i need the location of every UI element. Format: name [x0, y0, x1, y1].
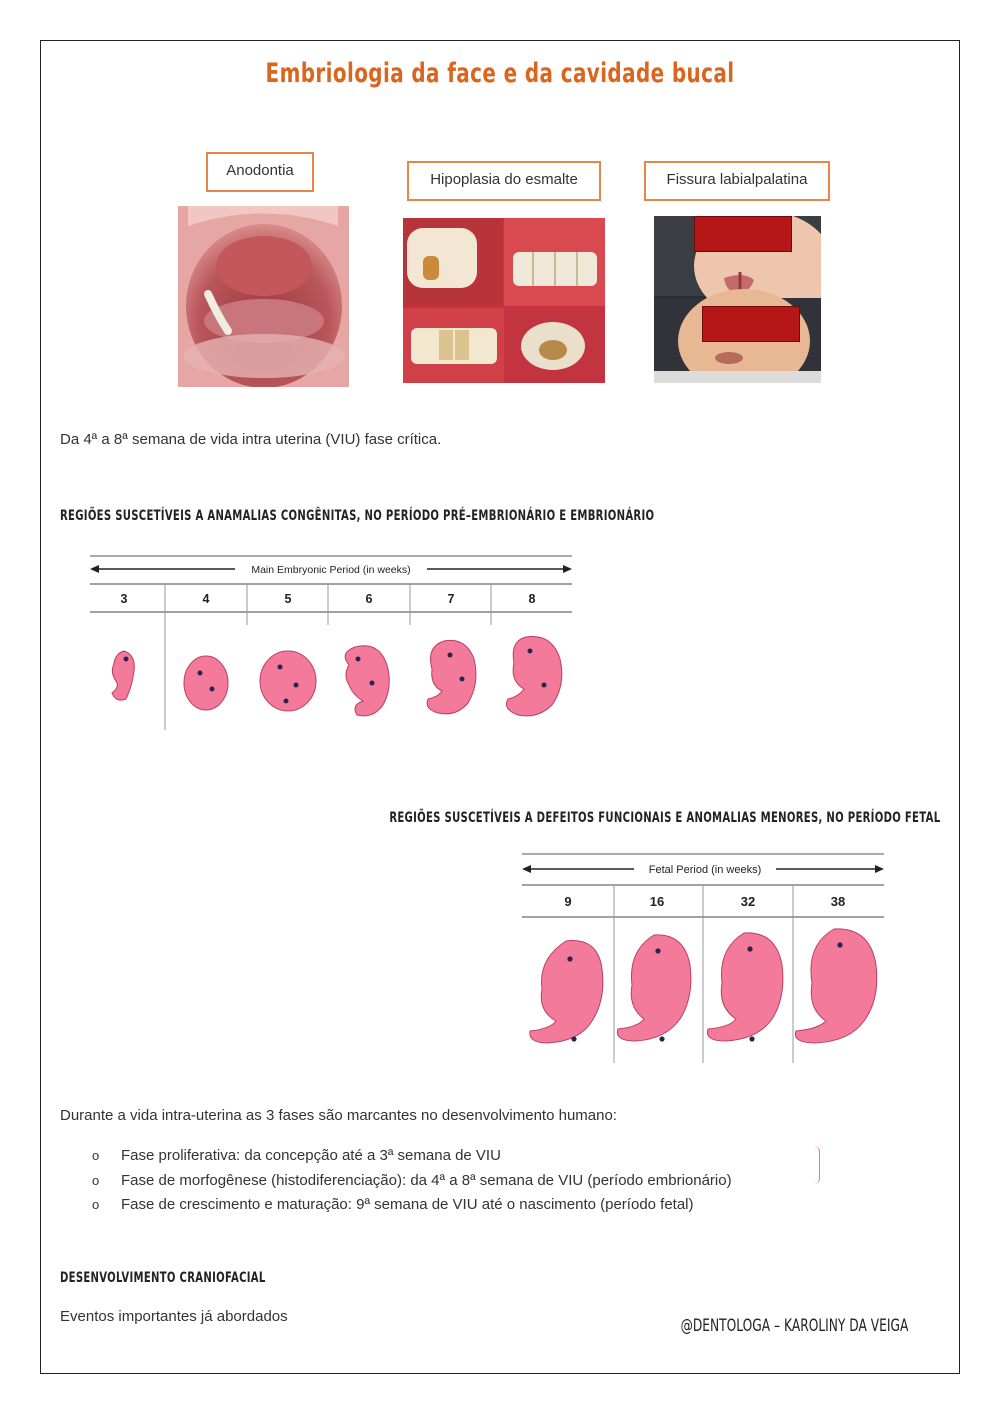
- phases-intro-text: Durante a vida intra-uterina as 3 fases são marcantes no desenvolvimento humano:: [60, 1107, 617, 1124]
- week-label-7: 7: [447, 592, 455, 606]
- embryonic-heading: REGIÕES SUSCETÍVEIS A ANAMALIAS CONGÊNITAS, NO PERÍODO PRÉ–EMBRIONÁRIO E EMBRIONÁRIO: [60, 508, 655, 524]
- fetal-period-chart: [522, 853, 884, 1063]
- bullet-marker: o: [92, 1197, 100, 1212]
- brace-annotation: [810, 1146, 820, 1184]
- fetus-week-38: [795, 929, 876, 1043]
- list-item: [92, 1193, 732, 1218]
- critical-phase-text: Da 4ª a 8ª semana de vida intra uterina (VIU) fase crítica.: [60, 431, 442, 448]
- anodontia-photo: [178, 206, 349, 387]
- embryonic-period-chart: [90, 555, 572, 730]
- week-label-38: 38: [830, 894, 846, 909]
- embryo-week-3: [112, 651, 134, 700]
- fissura-photo: [654, 216, 821, 383]
- phase-text: Fase de crescimento e maturação: 9ª semana de VIU até o nascimento (período fetal): [121, 1196, 694, 1213]
- fetus-week-16: [617, 935, 691, 1041]
- craniofacial-heading: DESENVOLVIMENTO CRANIOFACIAL: [60, 1270, 266, 1286]
- embryonic-period-label: Main Embryonic Period (in weeks): [251, 564, 411, 576]
- embryo-week-4: [184, 656, 228, 710]
- embryo-week-7: [427, 640, 476, 714]
- week-label-4: 4: [202, 592, 210, 606]
- list-item: [92, 1169, 732, 1194]
- events-text: Eventos importantes já abordados: [60, 1308, 288, 1325]
- fetus-week-32: [707, 933, 783, 1041]
- week-label-6: 6: [365, 592, 373, 606]
- embryo-week-8: [506, 636, 561, 715]
- fetus-week-9: [530, 941, 603, 1043]
- list-item: [92, 1144, 732, 1169]
- hipoplasia-photo: [403, 218, 605, 383]
- fetal-heading: REGIÕES SUSCETÍVEIS A DEFEITOS FUNCIONAIS E ANOMALIAS MENORES, NO PERÍODO FETAL: [388, 810, 940, 826]
- phase-text: Fase de morfogênese (histodiferenciação): da 4ª a 8ª semana de VIU (período embrionário): [121, 1171, 732, 1189]
- embryo-week-6: [345, 646, 389, 716]
- bullet-marker: o: [92, 1148, 100, 1163]
- author-signature: @DENTOLOGA – KAROLINY DA VEIGA: [680, 1316, 908, 1336]
- anodontia-label: Anodontia: [206, 152, 314, 192]
- phase-text: Fase proliferativa: da concepção até a 3ª semana de VIU: [121, 1147, 501, 1164]
- redaction-box-top: [694, 216, 792, 252]
- page-title: Embriologia da face e da cavidade bucal: [265, 58, 735, 89]
- week-label-8: 8: [528, 592, 536, 606]
- week-label-5: 5: [284, 592, 292, 606]
- fissura-label: Fissura labialpalatina: [644, 161, 830, 201]
- week-label-3: 3: [120, 592, 128, 606]
- redaction-box-bottom: [702, 306, 800, 342]
- week-label-32: 32: [740, 894, 756, 909]
- week-label-9: 9: [564, 894, 572, 909]
- fetal-period-label: Fetal Period (in weeks): [648, 864, 762, 876]
- hipoplasia-label: Hipoplasia do esmalte: [407, 161, 601, 201]
- bullet-marker: o: [92, 1172, 100, 1188]
- phases-list: [92, 1144, 732, 1218]
- week-label-16: 16: [649, 894, 665, 909]
